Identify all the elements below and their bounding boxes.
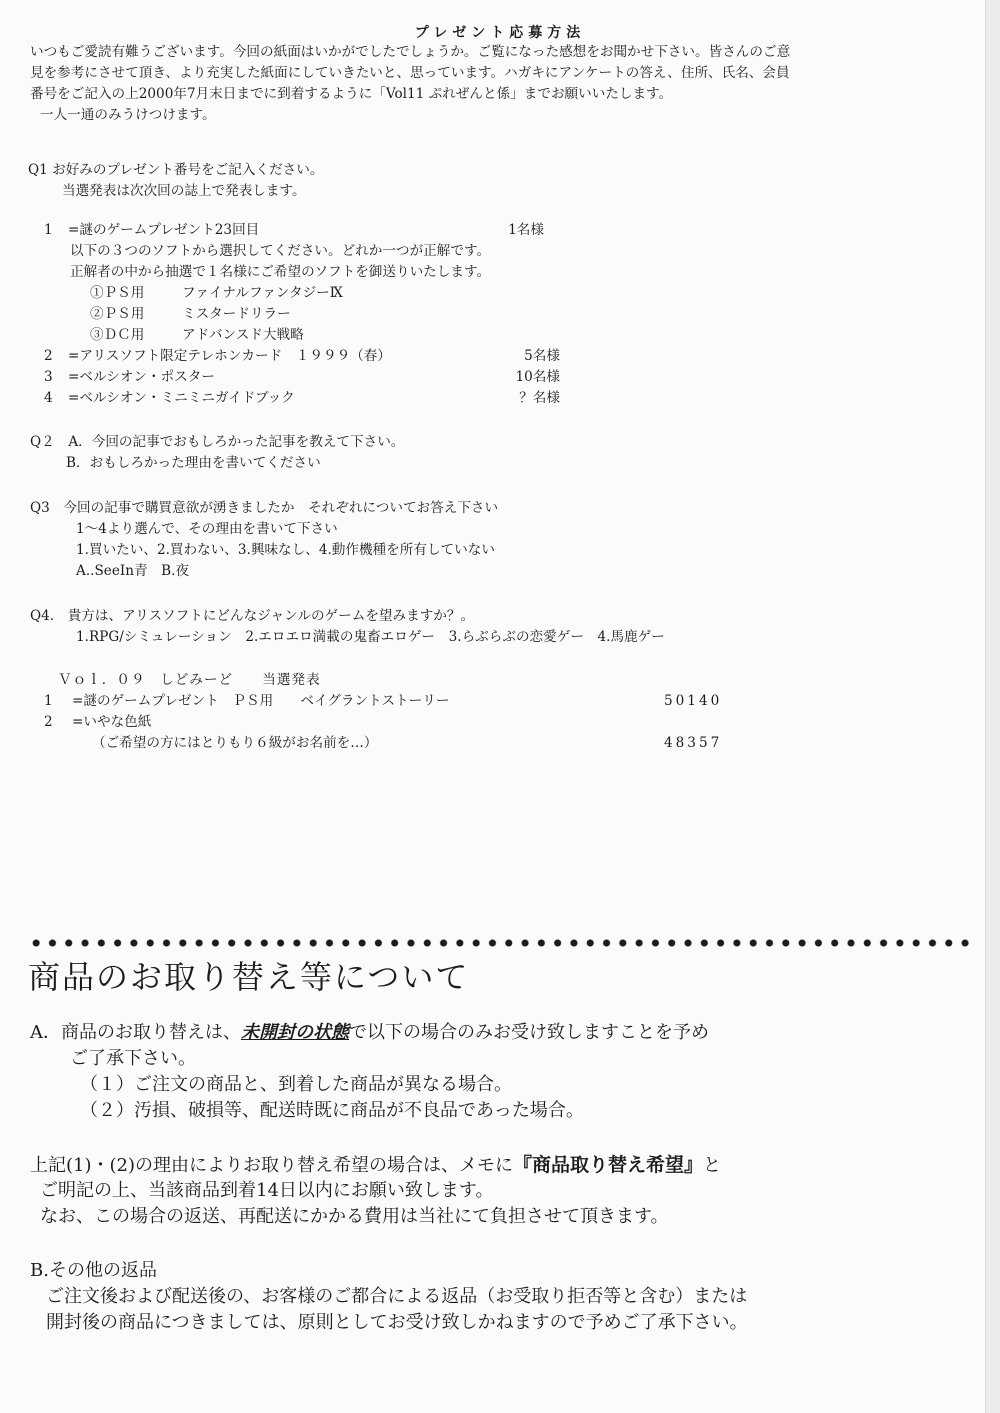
intro-line: 番号をご記入の上2000年7月末日までに到着するように「Vol11 ぷれぜんと係」までお願いいたします。 <box>30 86 673 102</box>
results-row <box>44 712 744 733</box>
option-platform: ②ＰＳ用 <box>90 306 145 322</box>
present-item <box>44 367 604 388</box>
present-quantity: 5名様 <box>524 348 560 364</box>
question-3-line: 1.買いたい、2.買わない、3.興味なし、4.動作機種を所有していない <box>76 542 495 558</box>
question-4-label: Q4. 貴方は、アリスソフトにどんなジャンルのゲームを望みますか？。 <box>30 608 475 624</box>
question-2-sub: B．おもしろかった理由を書いてください <box>66 455 321 471</box>
results-text: =謎のゲームプレゼント ＰＳ用 ベイグラントストーリー <box>72 693 450 709</box>
present-description: 正解者の中から抽選で１名様にご希望のソフトを御送りいたします。 <box>70 264 491 280</box>
results-text: =いやな色紙 <box>72 714 152 730</box>
intro-paragraph <box>30 42 975 126</box>
question-3-line: 1～4より選んで、その理由を書いて下さい <box>76 521 338 537</box>
winner-number: 48357 <box>664 735 723 751</box>
exchange-a-line: A．商品のお取り替えは、未開封の状態で以下の場合のみお受け致しますことを予め <box>30 1022 709 1043</box>
question-3-line: A..SeeIn青 B.夜 <box>76 563 190 579</box>
present-list <box>44 220 604 409</box>
question-3-label: Q3 今回の記事で購買意欲が湧きましたか それぞれについてお答え下さい <box>30 500 499 516</box>
present-option <box>44 304 604 325</box>
results-number: 1 <box>44 693 53 709</box>
page-edge <box>985 0 1000 1413</box>
exchange-b-line: 開封後の商品につきましては、原則としてお受け致しかねますので予めご了承下さい。 <box>46 1312 748 1333</box>
results-number: 2 <box>44 714 53 730</box>
option-title: アドバンスド大戦略 <box>182 327 304 343</box>
results-row <box>44 691 744 712</box>
page-title: プレゼント応募方法 <box>414 25 586 41</box>
present-option <box>44 325 604 346</box>
present-name: =ベルシオン・ミニミニガイドブック <box>68 390 295 406</box>
question-3 <box>30 498 498 582</box>
present-description: 以下の３つのソフトから選択してください。どれか一つが正解です。 <box>70 243 491 259</box>
question-1-note: 当選発表は次次回の誌上で発表します。 <box>62 183 306 199</box>
exchange-heading: 商品のお取り替え等について <box>28 958 470 996</box>
present-name: =ベルシオン・ポスター <box>68 369 215 385</box>
exchange-a-item: （２）汚損、破損等、配送時既に商品が不良品であった場合。 <box>80 1100 584 1121</box>
intro-line: いつもご愛読有難うございます。今回の紙面はいかがでしたでしょうか。ご覧になった感想をお聞かせ下さい。皆さんのご意 <box>30 44 791 60</box>
present-number: 3 <box>44 369 53 385</box>
present-option <box>44 283 604 304</box>
intro-line: 見を参考にさせて頂き、より充実した紙面にしていきたいと、思っています。ハガキにアンケートの答え、住所、氏名、会員 <box>30 65 790 81</box>
winner-announcement <box>44 670 744 754</box>
present-number: 1 <box>44 222 53 238</box>
question-1 <box>28 160 323 202</box>
option-title: ミスタードリラー <box>182 306 291 322</box>
exchange-b-line: ご注文後および配送後の、お客様のご都合による返品（お受取り拒否等と含む）または <box>46 1286 748 1307</box>
exchange-request-note <box>30 1152 721 1230</box>
exchange-request-line: 上記(1)・(2)の理由によりお取り替え希望の場合は、メモに『商品取り替え希望』と <box>30 1154 722 1176</box>
present-number: 2 <box>44 348 53 364</box>
present-quantity: ？名様 <box>519 390 560 406</box>
option-platform: ①ＰＳ用 <box>90 285 145 301</box>
dotted-divider <box>28 936 973 950</box>
present-number: 4 <box>44 390 53 406</box>
exchange-request-line: なお、この場合の返送、再配送にかかる費用は当社にて負担させて頂きます。 <box>40 1206 669 1227</box>
exchange-a-item: （１）ご注文の商品と、到着した商品が異なる場合。 <box>80 1074 512 1095</box>
question-2-label: Q２ A．今回の記事でおもしろかった記事を教えて下さい。 <box>30 434 405 450</box>
question-1-label: Q1 お好みのプレゼント番号をご記入ください。 <box>28 162 324 178</box>
present-name: =謎のゲームプレゼント23回目 <box>68 222 260 238</box>
unopened-emphasis: 未開封の状態 <box>241 1022 349 1043</box>
exchange-section-a <box>30 1020 709 1124</box>
exchange-a-cont: ご了承下さい。 <box>70 1048 196 1069</box>
results-text: （ご希望の方にはとりもり６級がお名前を…） <box>92 735 378 751</box>
exchange-request-line: ご明記の上、当該商品到着14日以内にお願い致します。 <box>40 1180 494 1201</box>
question-4-options: 1.RPG/シミュレーション 2.エロエロ満載の鬼畜エロゲー 3.らぶらぶの恋愛ゲー 4.馬鹿ゲー <box>76 629 665 645</box>
winner-number: 50140 <box>664 693 723 709</box>
option-platform: ③ＤＣ用 <box>90 327 145 343</box>
exchange-section-b <box>30 1258 748 1336</box>
present-quantity: 1名様 <box>508 222 544 238</box>
present-item <box>44 346 604 367</box>
intro-line: 一人一通のみうけつけます。 <box>40 107 216 123</box>
present-item <box>44 388 604 409</box>
exchange-request-label: 『商品取り替え希望』 <box>513 1154 704 1176</box>
present-item <box>44 220 604 241</box>
option-title: ファイナルファンタジーⅨ <box>182 285 343 301</box>
results-row <box>44 733 744 754</box>
exchange-b-label: B.その他の返品 <box>30 1260 157 1281</box>
question-2 <box>30 432 404 474</box>
present-name: =アリスソフト限定テレホンカード １９９９（春） <box>68 348 391 364</box>
present-quantity: 10名様 <box>515 369 560 385</box>
results-heading: Ｖｏｌ．０９ しどみーど 当選発表 <box>58 672 321 688</box>
question-4 <box>30 606 665 648</box>
